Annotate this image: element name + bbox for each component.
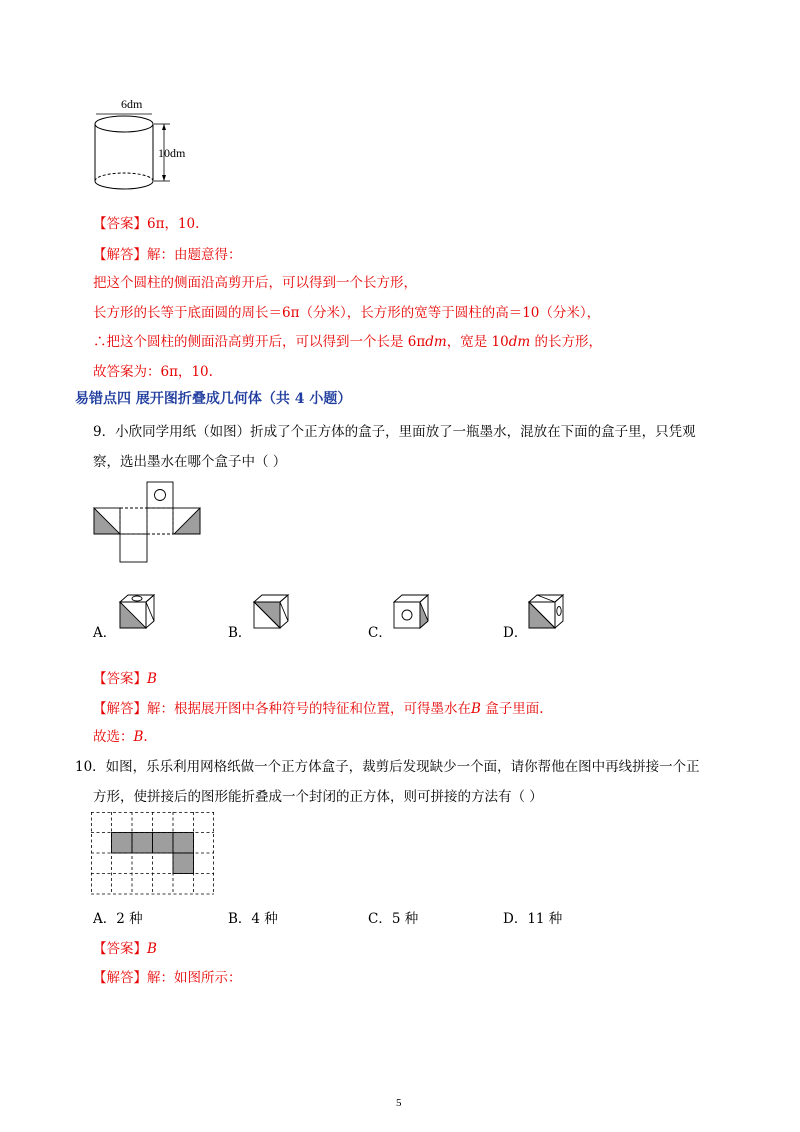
cylinder-height-label: 10dm [158,146,186,160]
section-title: 易错点四 展开图折叠成几何体（共 4 小题） [75,391,352,407]
option-b-cube [252,592,292,632]
option-c-cube [392,592,432,632]
q10-option-a[interactable]: A．2 种 [93,911,143,927]
answer-value: 6π，10. [147,216,200,232]
line3-part-e: 的长方形， [530,334,602,350]
line3-unit-2: dm [508,334,531,350]
conclusion-a: 故选： [93,729,134,745]
answer-value: B [147,941,157,957]
answer-tag: 【答案】 [93,941,147,957]
q9-conclusion [93,725,148,745]
q10-option-d[interactable]: D．11 种 [503,911,563,927]
option-d-cube [527,592,567,632]
solution-tag: 【解答】 [93,247,147,263]
solution-tag: 【解答】 [93,701,147,717]
solution-text-a: 解：根据展开图中各种符号的特征和位置，可得墨水在 [147,701,471,717]
q9-option-a[interactable]: A． [93,625,117,641]
q9-option-b[interactable]: B． [228,625,252,641]
cylinder-figure [88,96,228,196]
q9-solution [93,697,544,717]
option-a-cube [118,592,158,632]
solution-intro: 解：由题意得： [147,247,242,263]
q8-answer [93,212,199,232]
q10-option-c[interactable]: C．5 种 [368,911,419,927]
q10-text-line2: 方形，使拼接后的图形能折叠成一个封闭的正方体，则可拼接的方法有（ ） [93,789,543,805]
line3-unit-1: dm [425,334,447,350]
q8-solution-intro [93,243,242,263]
q9-answer [93,667,157,687]
line3-part-a: ∴把这个圆柱的侧面沿高剪开后，可以得到一个长是 6π [93,334,426,350]
conclusion-c: . [143,729,148,745]
q10-text-line1: 10．如图，乐乐利用网格纸做一个正方体盒子，裁剪后发现缺少一个面，请你帮他在图中再线拼接一个正 [75,759,700,775]
q9-text-line2: 察，选出墨水在哪个盒子中（ ） [93,454,287,470]
cube-net-figure [93,480,208,565]
solution-text: 解：如图所示： [147,970,242,986]
solution-text-c: 盒子里面. [480,701,544,717]
q10-option-b[interactable]: B．4 种 [228,911,278,927]
grid-paper-figure [91,812,216,896]
q9-option-c[interactable]: C． [368,625,392,641]
q10-solution [93,966,242,986]
solution-text-b: B [471,701,481,717]
page-number: 5 [396,1097,402,1109]
answer-tag: 【答案】 [93,671,147,687]
solution-tag: 【解答】 [93,970,147,986]
conclusion-b: B [133,729,144,745]
q10-answer [93,937,157,957]
answer-value: B [147,671,157,687]
q8-solution-line2: 长方形的长等于底面圆的周长＝6π（分米），长方形的宽等于圆柱的高＝10（分米）， [93,305,601,321]
q8-conclusion: 故答案为：6π，10. [93,364,213,380]
line3-part-c: ，宽是 10 [446,334,509,350]
answer-tag: 【答案】 [93,216,147,232]
q9-option-d[interactable]: D． [503,625,528,641]
q8-solution-line3 [93,330,602,350]
q8-solution-line1: 把这个圆柱的侧面沿高剪开后，可以得到一个长方形， [93,275,417,291]
q9-text-line1: 9．小欣同学用纸（如图）折成了个正方体的盒子，里面放了一瓶墨水，混放在下面的盒子里，只凭观 [93,424,696,440]
cylinder-diameter-label: 6dm [121,97,143,111]
